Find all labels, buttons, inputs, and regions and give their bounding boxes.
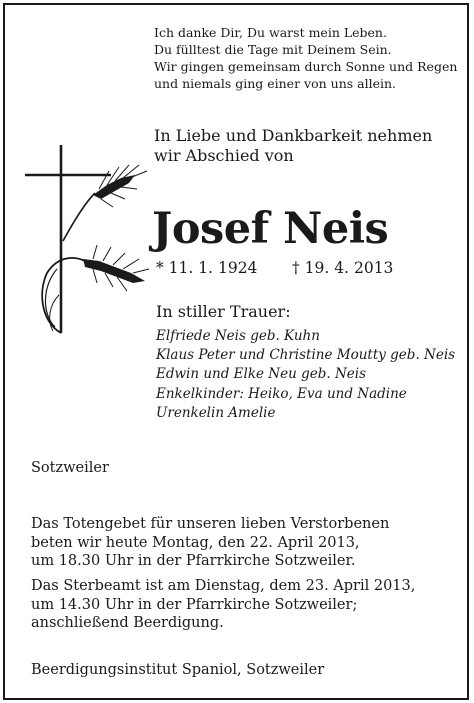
life-dates — [156, 259, 394, 277]
prayer-line: um 18.30 Uhr in der Pfarrkirche Sotzweiler. — [31, 553, 356, 569]
mourner-line: Klaus Peter und Christine Moutty geb. Neis — [156, 347, 456, 364]
funeral-home: Beerdigungsinstitut Spaniol, Sotzweiler — [31, 662, 325, 678]
mass-line: Das Sterbeamt ist am Dienstag, dem 23. April 2013, — [31, 578, 416, 594]
mass-line: anschließend Beerdigung. — [31, 615, 224, 631]
poem-line: Ich danke Dir, Du warst mein Leben. — [154, 25, 387, 40]
birth-date: * 11. 1. 1924 — [156, 259, 258, 277]
prayer-line: Das Totengebet für unseren lieben Verstorbenen — [31, 516, 390, 532]
farewell-text — [154, 126, 432, 166]
prayer-notice — [31, 515, 389, 571]
mourner-line: Elfriede Neis geb. Kuhn — [156, 328, 320, 344]
mourners-list — [156, 327, 455, 423]
poem — [154, 24, 457, 92]
deceased-name: Josef Neis — [152, 204, 389, 254]
farewell-line: In Liebe und Dankbarkeit nehmen — [154, 126, 433, 145]
mourner-line: Urenkelin Amelie — [156, 404, 276, 421]
farewell-line: wir Abschied von — [154, 146, 294, 165]
cross-with-wheat-icon — [23, 145, 153, 345]
death-date: † 19. 4. 2013 — [292, 259, 394, 277]
mourner-line: Edwin und Elke Neu geb. Neis — [156, 366, 367, 383]
mourner-line: Enkelkinder: Heiko, Eva und Nadine — [156, 385, 407, 402]
mass-notice — [31, 577, 415, 633]
obituary-notice — [3, 3, 469, 700]
prayer-line: beten wir heute Montag, den 22. April 2013, — [31, 534, 360, 551]
poem-line: Du fülltest die Tage mit Deinem Sein. — [154, 42, 392, 57]
poem-line: Wir gingen gemeinsam durch Sonne und Regen — [154, 59, 458, 74]
poem-line: und niemals ging einer von uns allein. — [154, 76, 396, 91]
location: Sotzweiler — [31, 460, 109, 476]
mass-line: um 14.30 Uhr in der Pfarrkirche Sotzweiler; — [31, 596, 358, 613]
mourning-title: In stiller Trauer: — [156, 302, 291, 321]
